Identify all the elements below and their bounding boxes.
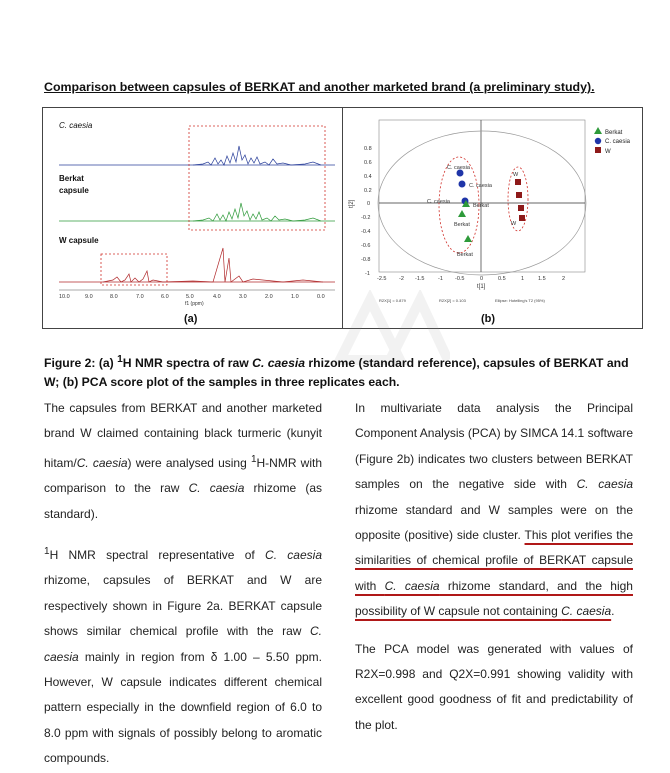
nmr-xtick: 5.0	[186, 294, 194, 300]
pca-xtick: 0	[480, 276, 484, 282]
pca-ytick: 0.6	[364, 160, 372, 166]
pca-y-label: t[2]	[349, 199, 355, 208]
nmr-x-label: f1 (ppm)	[185, 301, 204, 307]
nmr-x-ticks	[59, 294, 325, 300]
nmr-xtick: 6.0	[161, 294, 169, 300]
nmr-label-capsule: capsule	[59, 186, 89, 195]
nmr-xtick: 2.0	[265, 294, 273, 300]
nmr-xtick: 10.0	[59, 294, 70, 300]
highlighted-conclusion: This plot verifies the similarities of chemical profile of BERKAT capsule with C. caesia rhizome standard, and the high possibility of W capsule not containing C. caesia	[355, 528, 633, 619]
pca-point-w	[519, 215, 525, 221]
pca-label-berkat: Berkat	[457, 252, 473, 258]
legend-berkat-label: Berkat	[605, 130, 623, 136]
pca-label-w: W	[511, 221, 517, 227]
nmr-xtick: 4.0	[213, 294, 221, 300]
pca-legend	[594, 127, 631, 155]
pca-label-berkat: Berkat	[473, 203, 489, 209]
pca-xtick: -0.5	[455, 276, 465, 282]
nmr-xtick: 7.0	[136, 294, 144, 300]
nmr-spectrum-caesia	[193, 146, 321, 165]
right-column	[355, 396, 633, 738]
pca-ytick: -0.8	[361, 257, 371, 263]
pca-plot-frame	[379, 120, 585, 272]
pca-footer-r2x1: R2X[1] = 0.879	[379, 298, 406, 303]
right-paragraph-2: The PCA model was generated with values of R2X=0.998 and Q2X=0.991 showing validity with excellent good goodness of fit and predictability of the plot.	[355, 641, 633, 732]
nmr-spectrum-berkat	[193, 203, 321, 221]
pca-xtick: -2.5	[377, 276, 387, 282]
pca-ytick: -0.6	[361, 243, 371, 249]
pca-label-caesia: C. caesia	[427, 199, 450, 205]
pca-point-w	[516, 192, 522, 198]
pca-point-caesia	[459, 181, 466, 188]
nmr-xtick: 3.0	[239, 294, 247, 300]
pca-score-panel	[343, 108, 643, 308]
panel-a-label: (a)	[184, 313, 198, 325]
pca-ytick: 0	[367, 201, 371, 207]
left-paragraph-2: $^1$H NMR spectral representative of C. caesia rhizome, capsules of BERKAT and W are respectively shown in Figure 2a. BERKAT capsule shows similar chemical profile with the raw C. caesia mainly in region from δ 1.00 – 5.50 ppm. However, W capsule indicates different chemical pattern especially in the downfield region of 6.0 to 8.0 ppm with signals of possibly belong to aromatic compounds.	[44, 546, 322, 766]
legend-w-marker	[595, 147, 601, 153]
legend-w-label: W	[605, 149, 611, 155]
pca-footer-r2x2: R2X[2] = 0.103	[439, 298, 466, 303]
pca-label-caesia: C. caesia	[469, 183, 492, 189]
left-paragraph-1: The capsules from BERKAT and another marketed brand W claimed containing black turmeric (kunyit hitam/C. caesia) were analysed using $^1$H-NMR with comparison to the raw C. caesia rhizome (as standard).	[44, 401, 322, 521]
pca-xtick: -1	[438, 276, 443, 282]
nmr-spectra-panel	[43, 108, 341, 308]
pca-ytick: 0.2	[364, 188, 372, 194]
pca-ytick: -1	[365, 271, 370, 277]
nmr-label-caesia: C. caesia	[59, 121, 93, 130]
legend-caesia-marker	[595, 138, 601, 144]
pca-label-w: W	[513, 172, 519, 178]
left-column	[44, 396, 322, 772]
legend-caesia-label: C. caesia	[605, 139, 631, 145]
pca-label-berkat: Berkat	[454, 222, 470, 228]
pca-ytick: -0.2	[361, 215, 371, 221]
pca-y-ticks	[361, 146, 372, 277]
pca-ytick: -0.4	[361, 229, 371, 235]
nmr-label-berkat: Berkat	[59, 174, 84, 183]
nmr-xtick: 9.0	[85, 294, 93, 300]
nmr-xtick: 0.0	[317, 294, 325, 300]
nmr-xtick: 8.0	[110, 294, 118, 300]
legend-berkat-marker	[594, 127, 602, 134]
pca-xtick: -1.5	[415, 276, 425, 282]
pca-xtick: -2	[399, 276, 404, 282]
nmr-spectrum-w	[103, 248, 323, 282]
pca-xtick: 0.5	[498, 276, 506, 282]
panel-b-label: (b)	[481, 313, 496, 325]
nmr-highlight-box-aliphatic	[189, 126, 325, 230]
pca-ytick: 0.4	[364, 174, 372, 180]
pca-label-caesia: C. caesia	[447, 165, 470, 171]
right-paragraph-1: In multivariate data analysis the Principal Component Analysis (PCA) by SIMCA 14.1 software (Figure 2b) indicates two clusters between BERKAT samples on the negative side with C. caesia rhizome standard and W samples were on the opposite (positive) side cluster. This plot verifies the similarities of chemical profile of BERKAT capsule with C. caesia rhizome standard, and the high possibility of W capsule not containing C. caesia.	[355, 401, 633, 619]
pca-point-w	[515, 179, 521, 185]
nmr-label-w: W capsule	[59, 236, 99, 245]
pca-xtick: 1.5	[538, 276, 546, 282]
pca-xtick: 2	[562, 276, 566, 282]
figure-caption: Figure 2: (a) $^1$H NMR spectra of raw C. caesia rhizome (standard reference), capsules of BERKAT and W; (b) PCA score plot of the samples in three replicates each.	[44, 354, 629, 390]
pca-point-w	[518, 205, 524, 211]
pca-x-label: t[1]	[477, 284, 486, 290]
section-heading: Comparison between capsules of BERKAT and another marketed brand (a preliminary study).	[44, 80, 595, 94]
pca-xtick: 1	[521, 276, 525, 282]
pca-ytick: 0.8	[364, 146, 372, 152]
pca-x-ticks	[377, 276, 565, 282]
nmr-xtick: 1.0	[291, 294, 299, 300]
pca-footer-ellipse: Ellipse: Hotelling's T2 (95%)	[495, 298, 545, 303]
